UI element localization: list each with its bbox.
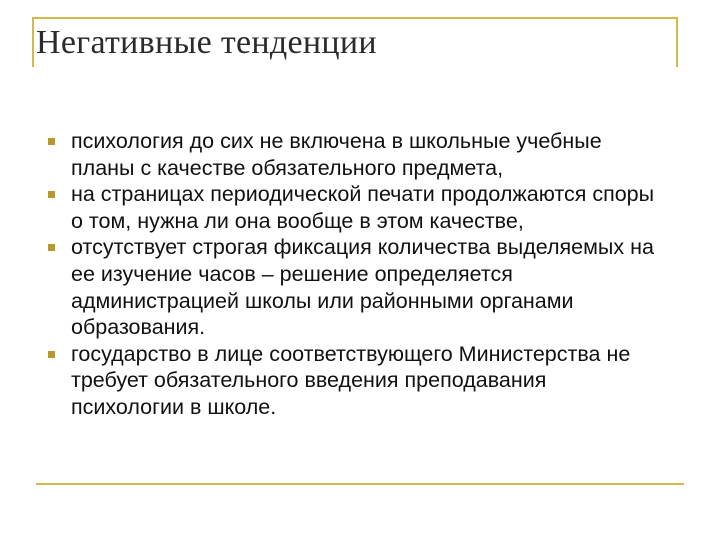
decorative-frame-right [676, 17, 678, 67]
bullet-item [48, 128, 658, 181]
bullet-text: психология до сих не включена в школьные учебные планы с качестве обязательного предмета, [71, 129, 602, 180]
decorative-frame-left [32, 17, 34, 67]
slide-title: Негативные тенденции [36, 24, 377, 61]
bullet-list [48, 128, 658, 421]
square-bullet-icon [48, 244, 55, 251]
bullet-item [48, 181, 658, 234]
decorative-frame-bottom [36, 483, 684, 485]
decorative-frame-top [32, 17, 678, 19]
bullet-text: государство в лице соответствующего Министерства не требует обязательного введения преподавания психологии в школе. [71, 341, 631, 419]
bullet-item [48, 234, 658, 340]
bullet-text: на страницах периодической печати продолжаются споры о том, нужна ли она вообще в этом качестве, [71, 182, 655, 233]
square-bullet-icon [48, 191, 55, 198]
square-bullet-icon [48, 351, 55, 358]
bullet-text: отсутствует строгая фиксация количества выделяемых на ее изучение часов – решение определяется администрацией школы или районными органами образования. [71, 235, 654, 340]
bullet-item [48, 341, 658, 421]
square-bullet-icon [48, 138, 55, 145]
